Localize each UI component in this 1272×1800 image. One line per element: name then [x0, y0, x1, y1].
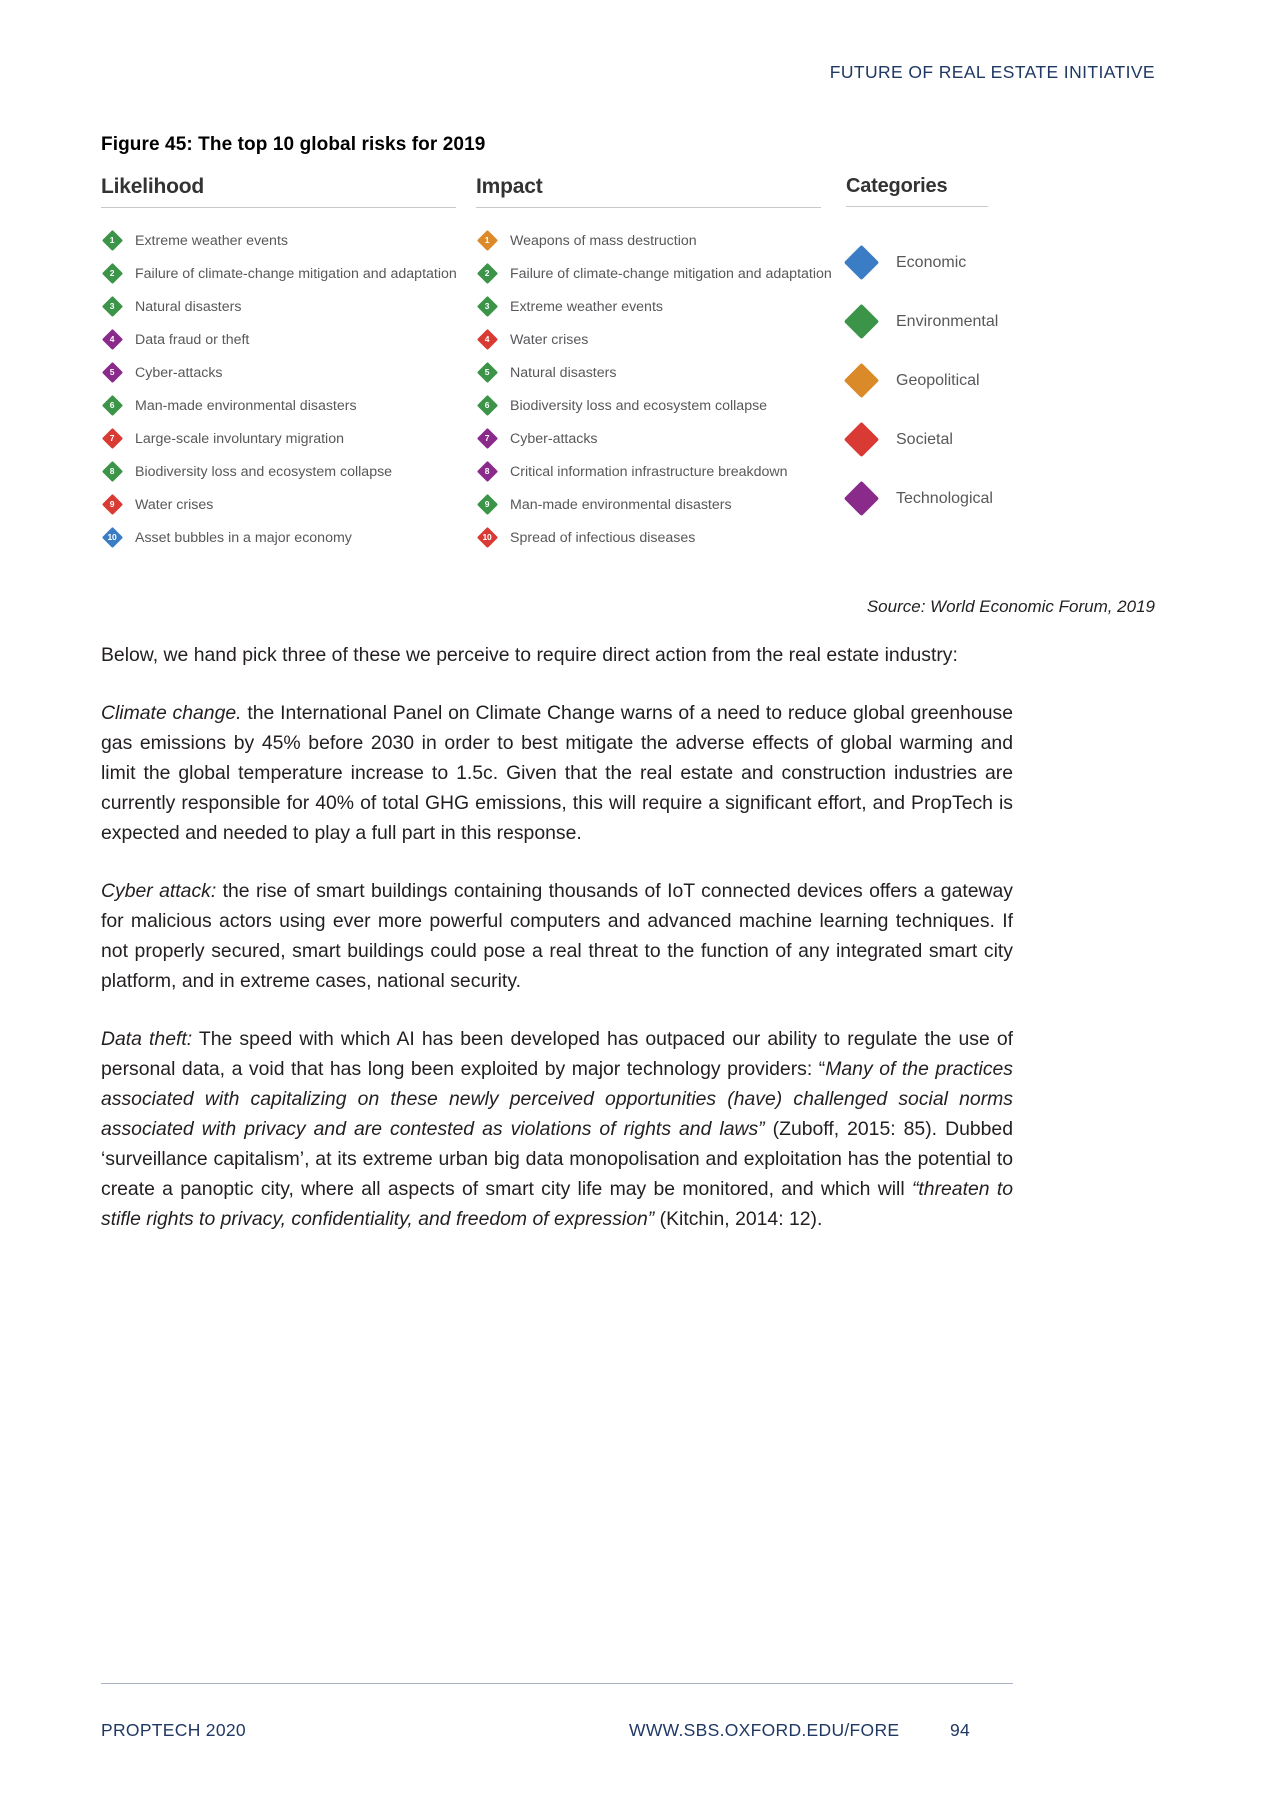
risk-label: Man-made environmental disasters [135, 397, 357, 414]
category-legend-item [846, 469, 1013, 528]
document-header-title: FUTURE OF REAL ESTATE INITIATIVE [829, 62, 1155, 82]
rank-number: 8 [109, 466, 115, 477]
rank-diamond-icon [101, 329, 123, 351]
rank-number: 4 [484, 334, 490, 345]
risk-row [476, 422, 821, 455]
risk-label: Natural disasters [135, 298, 242, 315]
category-label: Environmental [896, 312, 999, 330]
risk-label: Water crises [510, 331, 589, 348]
figure-caption-title: Figure 45: The top 10 global risks for 2019 [101, 134, 486, 155]
likelihood-heading: Likelihood [101, 175, 205, 198]
footer-page-number: 94 [950, 1720, 971, 1740]
categories-heading-rule [846, 206, 988, 207]
risk-row [101, 257, 456, 290]
category-diamond-icon [844, 481, 879, 516]
risk-label: Critical information infrastructure breakdown [510, 463, 788, 480]
category-legend-item [846, 351, 1013, 410]
body-paragraph-data-theft [101, 1024, 1013, 1234]
risk-row [101, 323, 456, 356]
rank-diamond-icon [476, 362, 498, 384]
category-diamond-icon [844, 245, 879, 280]
likelihood-risk-list [101, 224, 456, 554]
risk-row [476, 323, 821, 356]
body-text: (Kitchin, 2014: 12). [654, 1208, 823, 1230]
rank-diamond-icon [476, 494, 498, 516]
body-text: the rise of smart buildings containing thousands of IoT connected devices offers a gateway for malicious actors using ever more powerful computers and advanced machine learning techniques. If not properly secured, smart buildings could pose a real threat to the function of any integrated smart city platform, and in extreme cases, national security. [101, 880, 1014, 992]
rank-number: 9 [109, 499, 115, 510]
risk-row [476, 389, 821, 422]
risk-row [101, 422, 456, 455]
rank-diamond-icon [101, 461, 123, 483]
risk-row [101, 455, 456, 488]
risk-row [101, 521, 456, 554]
impact-risk-list [476, 224, 832, 554]
risk-row [101, 488, 456, 521]
rank-diamond-icon [101, 230, 123, 252]
rank-diamond-icon [101, 494, 123, 516]
rank-diamond-icon [476, 527, 498, 549]
body-text-column [101, 640, 1013, 1262]
risk-label: Man-made environmental disasters [510, 496, 732, 513]
body-paragraph-intro [101, 640, 1013, 670]
category-diamond-icon [844, 422, 879, 457]
emphasised-text: Cyber attack: [101, 880, 217, 902]
rank-number: 9 [484, 499, 490, 510]
rank-number: 2 [484, 268, 490, 279]
figure-45-top-10-global-risks [101, 176, 1013, 580]
impact-heading-rule [476, 207, 821, 208]
impact-column [476, 175, 832, 554]
risk-row [101, 290, 456, 323]
risk-row [476, 257, 832, 290]
category-label: Societal [896, 430, 953, 448]
rank-diamond-icon [476, 329, 498, 351]
emphasised-text: Many of the practices associated with capitalizing on these newly perceived opportunities (have) challenged social norms associated with privacy and are contested as violations of rights and laws” [101, 1058, 1014, 1140]
rank-diamond-icon [476, 230, 498, 252]
rank-number: 5 [484, 367, 490, 378]
rank-diamond-icon [101, 263, 123, 285]
body-text: Below, we hand pick three of these we perceive to require direct action from the real estate industry: [101, 644, 958, 666]
emphasised-text: “threaten to stifle rights to privacy, confidentiality, and freedom of expression” [101, 1178, 1013, 1230]
rank-number: 4 [109, 334, 115, 345]
risk-row [476, 488, 821, 521]
rank-diamond-icon [101, 428, 123, 450]
categories-legend [846, 176, 1013, 528]
rank-number: 6 [109, 400, 115, 411]
rank-number: 10 [107, 532, 117, 543]
footer-publication-name: PROPTECH 2020 [101, 1720, 246, 1740]
risk-label: Extreme weather events [510, 298, 663, 315]
risk-row [101, 356, 456, 389]
rank-diamond-icon [101, 527, 123, 549]
risk-label: Weapons of mass destruction [510, 232, 697, 249]
rank-diamond-icon [101, 395, 123, 417]
rank-number: 10 [482, 532, 492, 543]
rank-number: 2 [109, 268, 115, 279]
body-text: (Zuboff, 2015: 85). Dubbed ‘surveillance capitalism’, at its extreme urban big data monopolisation and exploitation has the potential to create a panoptic city, where all aspects of smart city life may be monitored, and which will [101, 1118, 1013, 1200]
risk-row [476, 521, 821, 554]
category-label: Geopolitical [896, 371, 980, 389]
risk-label: Large-scale involuntary migration [135, 430, 344, 447]
emphasised-text: Climate change. [101, 702, 242, 724]
figure-source-attribution: Source: World Economic Forum, 2019 [866, 597, 1155, 616]
categories-heading: Categories [846, 175, 948, 197]
risk-label: Biodiversity loss and ecosystem collapse [510, 397, 768, 414]
rank-diamond-icon [101, 296, 123, 318]
rank-number: 3 [484, 301, 490, 312]
risk-label: Failure of climate-change mitigation and adaptation [510, 265, 832, 282]
risk-label: Extreme weather events [135, 232, 288, 249]
risk-label: Asset bubbles in a major economy [135, 529, 352, 546]
category-legend-item [846, 233, 1013, 292]
risk-label: Cyber-attacks [510, 430, 598, 447]
rank-number: 7 [484, 433, 490, 444]
risk-label: Failure of climate-change mitigation and adaptation [135, 265, 457, 282]
rank-number: 6 [484, 400, 490, 411]
likelihood-heading-rule [101, 207, 456, 208]
category-diamond-icon [844, 304, 879, 339]
impact-heading: Impact [476, 175, 543, 198]
rank-diamond-icon [476, 296, 498, 318]
rank-number: 5 [109, 367, 115, 378]
category-diamond-icon [844, 363, 879, 398]
risk-label: Natural disasters [510, 364, 617, 381]
rank-diamond-icon [101, 362, 123, 384]
risk-label: Cyber-attacks [135, 364, 223, 381]
risk-row [101, 389, 456, 422]
risk-row [476, 455, 821, 488]
rank-number: 1 [109, 235, 115, 246]
category-label: Technological [896, 489, 993, 507]
category-label: Economic [896, 253, 967, 271]
likelihood-column [101, 176, 456, 554]
risk-label: Data fraud or theft [135, 331, 250, 348]
risk-row [101, 224, 456, 257]
rank-number: 3 [109, 301, 115, 312]
category-legend-item [846, 292, 1013, 351]
footer-website-url: WWW.SBS.OXFORD.EDU/FORE [629, 1720, 900, 1740]
rank-diamond-icon [476, 461, 498, 483]
risk-label: Spread of infectious diseases [510, 529, 696, 546]
category-legend-item [846, 410, 1013, 469]
body-text: The speed with which AI has been developed has outpaced our ability to regulate the use of personal data, a void that has long been exploited by major technology providers: “ [101, 1028, 1014, 1080]
risk-row [476, 290, 821, 323]
rank-number: 7 [109, 433, 115, 444]
risk-label: Biodiversity loss and ecosystem collapse [135, 463, 393, 480]
rank-number: 8 [484, 466, 490, 477]
emphasised-text: Data theft: [101, 1028, 193, 1050]
risk-label: Water crises [135, 496, 214, 513]
body-paragraph-climate-change [101, 698, 1013, 848]
rank-diamond-icon [476, 428, 498, 450]
rank-diamond-icon [476, 395, 498, 417]
rank-diamond-icon [476, 263, 498, 285]
rank-number: 1 [484, 235, 490, 246]
risk-row [476, 356, 821, 389]
body-text: the International Panel on Climate Change warns of a need to reduce global greenhouse gas emissions by 45% before 2030 in order to best mitigate the adverse effects of global warming and limit the global temperature increase to 1.5c. Given that the real estate and construction industries are currently responsible for 40% of total GHG emissions, this will require a significant effort, and PropTech is expected and needed to play a full part in this response. [101, 702, 1014, 844]
categories-legend-list [846, 233, 1013, 528]
risk-row [476, 224, 821, 257]
footer-divider [101, 1683, 1013, 1684]
body-paragraph-cyber-attack [101, 876, 1013, 996]
